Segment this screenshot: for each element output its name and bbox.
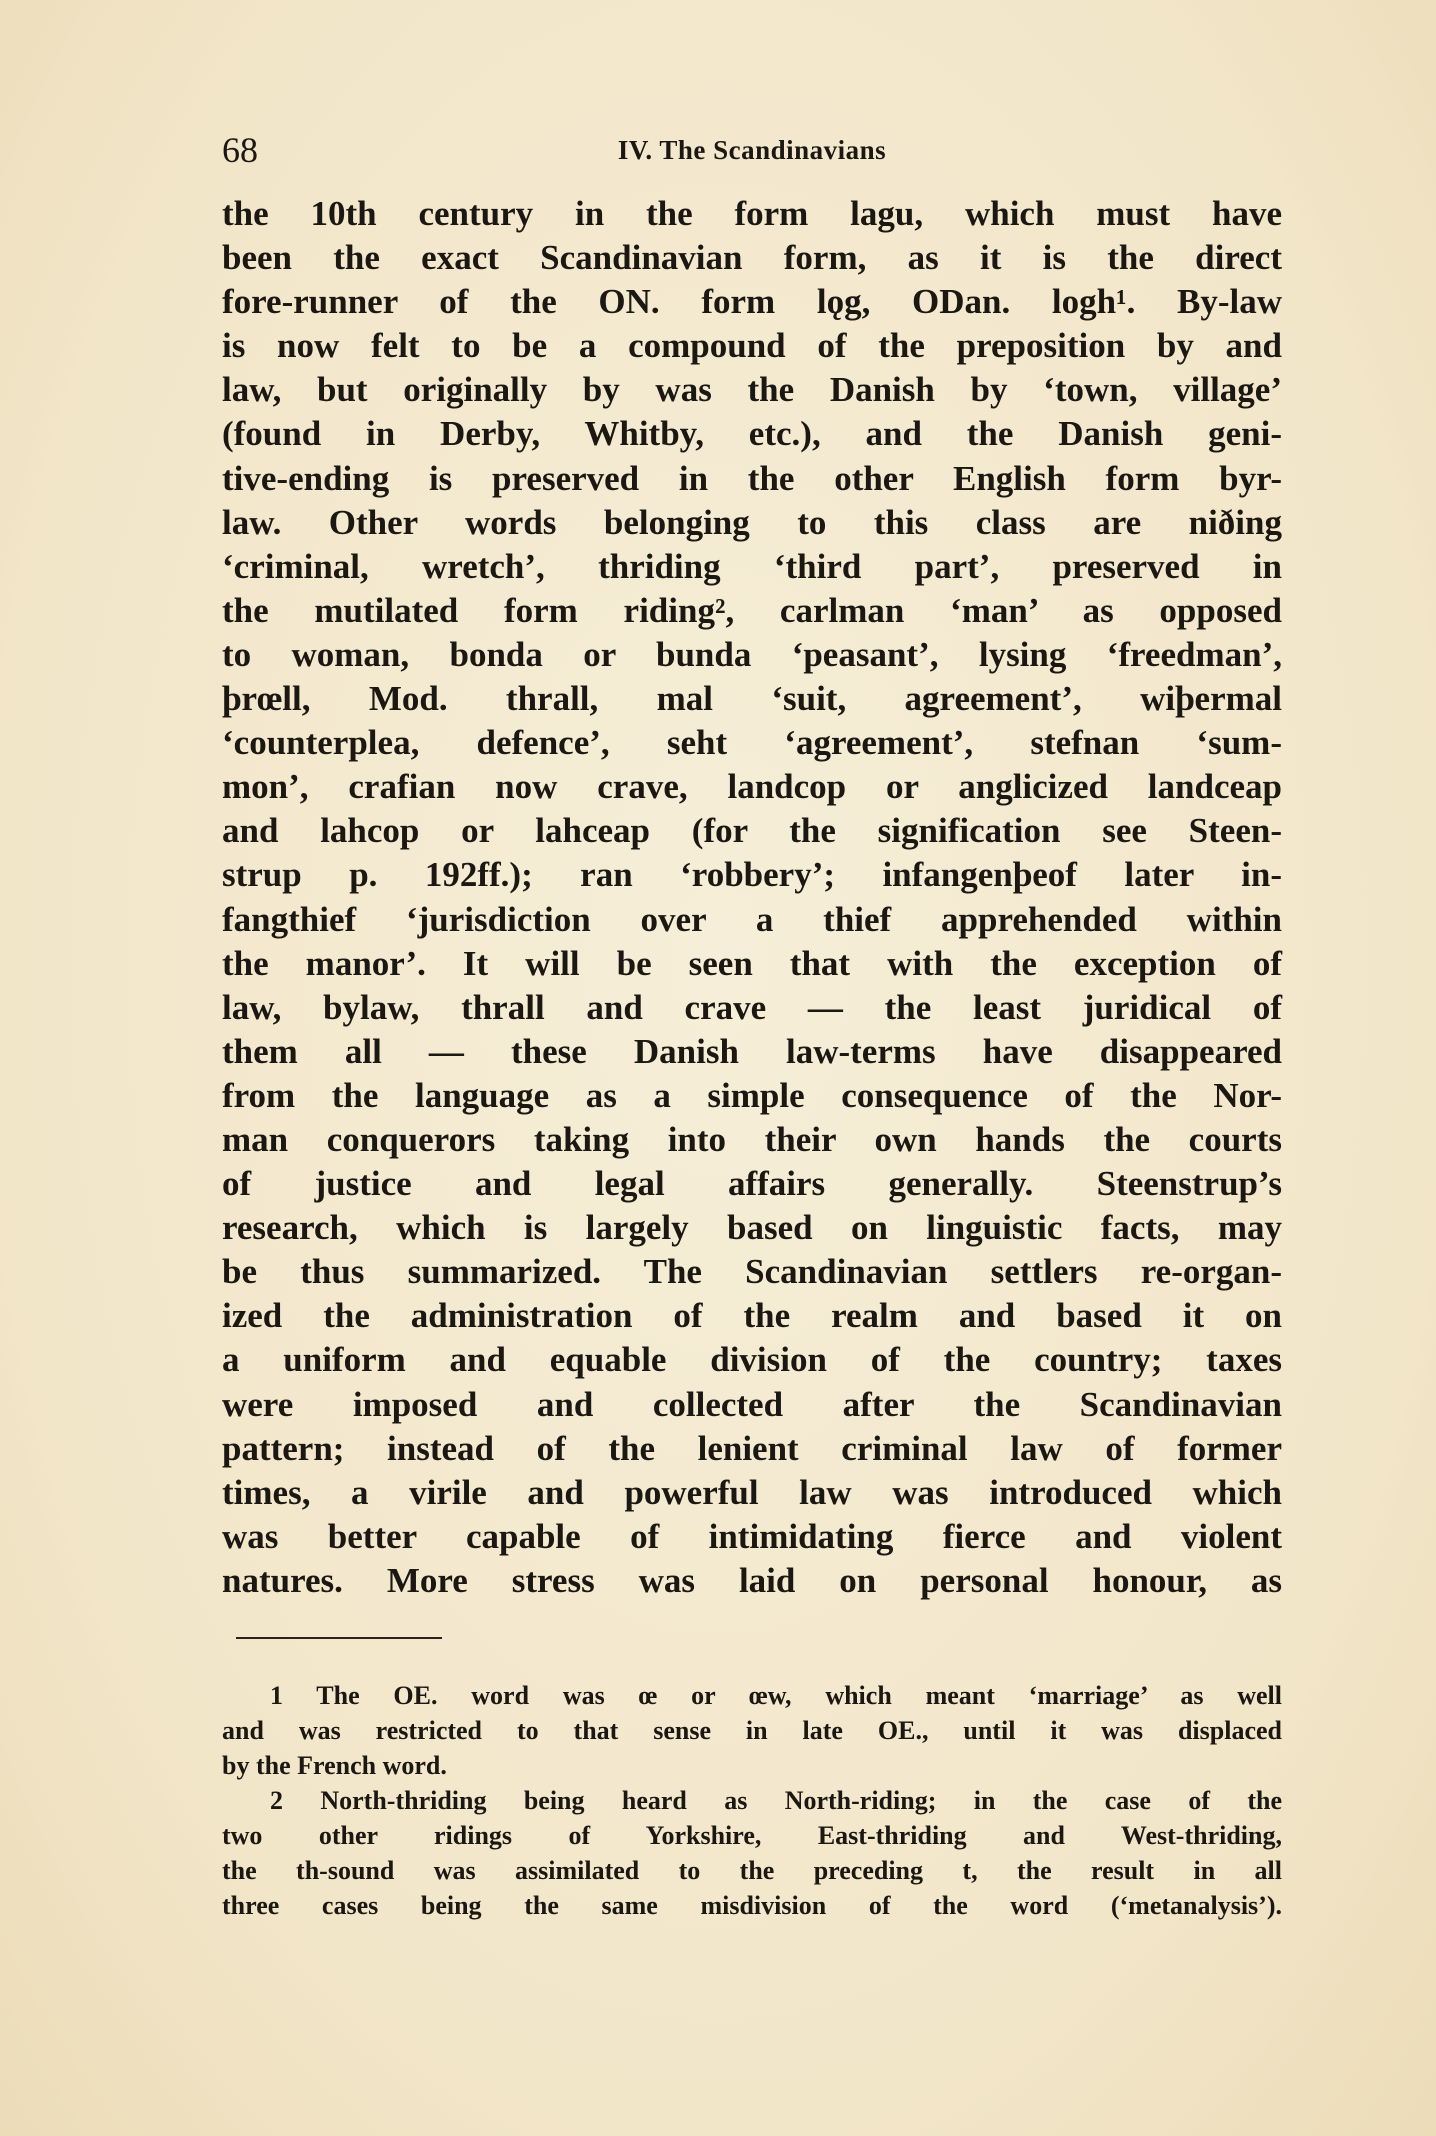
body-line: been the exact Scandinavian form, as it is the direct: [222, 238, 1282, 278]
footnote-2-line: the th-sound was assimilated to the preceding t, the result in all: [222, 1856, 1282, 1885]
body-line: law, bylaw, thrall and crave — the least juridical of: [222, 987, 1282, 1027]
body-line: a uniform and equable division of the country; taxes: [222, 1340, 1282, 1380]
body-line: times, a virile and powerful law was introduced which: [222, 1472, 1282, 1512]
body-line: to woman, bonda or bunda ‘peasant’, lysing ‘freedman’,: [222, 634, 1282, 674]
body-line: from the language as a simple consequence of the Nor-: [222, 1075, 1282, 1115]
body-line: and lahcop or lahceap (for the signification see Steen-: [222, 811, 1282, 851]
body-line: fore-runner of the ON. form lǫg, ODan. logh¹. By-law: [222, 282, 1282, 322]
body-line: ‘counterplea, defence’, seht ‘agreement’, stefnan ‘sum-: [222, 723, 1282, 763]
body-line: man conquerors taking into their own hands the courts: [222, 1119, 1282, 1159]
body-line: pattern; instead of the lenient criminal law of former: [222, 1428, 1282, 1468]
footnote-2-line: two other ridings of Yorkshire, East-thriding and West-thriding,: [222, 1821, 1282, 1850]
body-line: were imposed and collected after the Scandinavian: [222, 1384, 1282, 1424]
footnote-1-line: by the French word.: [222, 1751, 447, 1780]
body-line: be thus summarized. The Scandinavian settlers re-organ-: [222, 1252, 1282, 1292]
footnote-2-line: three cases being the same misdivision of the word (‘metanalysis’).: [222, 1891, 1282, 1920]
body-line: research, which is largely based on linguistic facts, may: [222, 1208, 1282, 1248]
running-head: IV. The Scandinavians: [617, 135, 887, 165]
page-number: 68: [222, 130, 258, 170]
footnote-divider: [236, 1637, 442, 1639]
body-line: ‘criminal, wretch’, thriding ‘third part’, preserved in: [222, 546, 1282, 586]
page-header: [222, 128, 1282, 172]
body-line: the 10th century in the form lagu, which must have: [222, 194, 1282, 233]
body-line: law, but originally by was the Danish by ‘town, village’: [222, 370, 1282, 410]
body-line: (found in Derby, Whitby, etc.), and the Danish geni-: [222, 414, 1282, 454]
footnotes: [222, 1678, 1282, 1923]
body-line: the mutilated form riding², carlman ‘man’ as opposed: [222, 590, 1282, 630]
body-paragraph: [222, 192, 1282, 1603]
body-line: was better capable of intimidating fierce and violent: [222, 1516, 1282, 1556]
body-line: natures. More stress was laid on personal honour, as: [222, 1560, 1282, 1600]
footnote-1-line: 1 The OE. word was œ or œw, which meant ‘marriage’ as well: [270, 1681, 1282, 1710]
footnote-2-line: 2 North-thriding being heard as North-riding; in the case of the: [270, 1786, 1282, 1815]
footnote-1-line: and was restricted to that sense in late OE., until it was displaced: [222, 1716, 1282, 1745]
body-line: ized the administration of the realm and based it on: [222, 1296, 1282, 1336]
body-line: fangthief ‘jurisdiction over a thief apprehended within: [222, 899, 1282, 939]
body-line: mon’, crafian now crave, landcop or anglicized landceap: [222, 767, 1282, 807]
body-line: them all — these Danish law-terms have disappeared: [222, 1031, 1282, 1071]
body-line: is now felt to be a compound of the preposition by and: [222, 326, 1282, 366]
body-line: law. Other words belonging to this class are niðing: [222, 502, 1282, 542]
body-line: þrœll, Mod. thrall, mal ‘suit, agreement’, wiþermal: [222, 679, 1282, 719]
body-line: tive-ending is preserved in the other English form byr-: [222, 458, 1282, 498]
body-line: the manor’. It will be seen that with the exception of: [222, 943, 1282, 983]
body-line: strup p. 192ff.); ran ‘robbery’; infangenþeof later in-: [222, 855, 1282, 895]
body-line: of justice and legal affairs generally. Steenstrup’s: [222, 1164, 1282, 1204]
